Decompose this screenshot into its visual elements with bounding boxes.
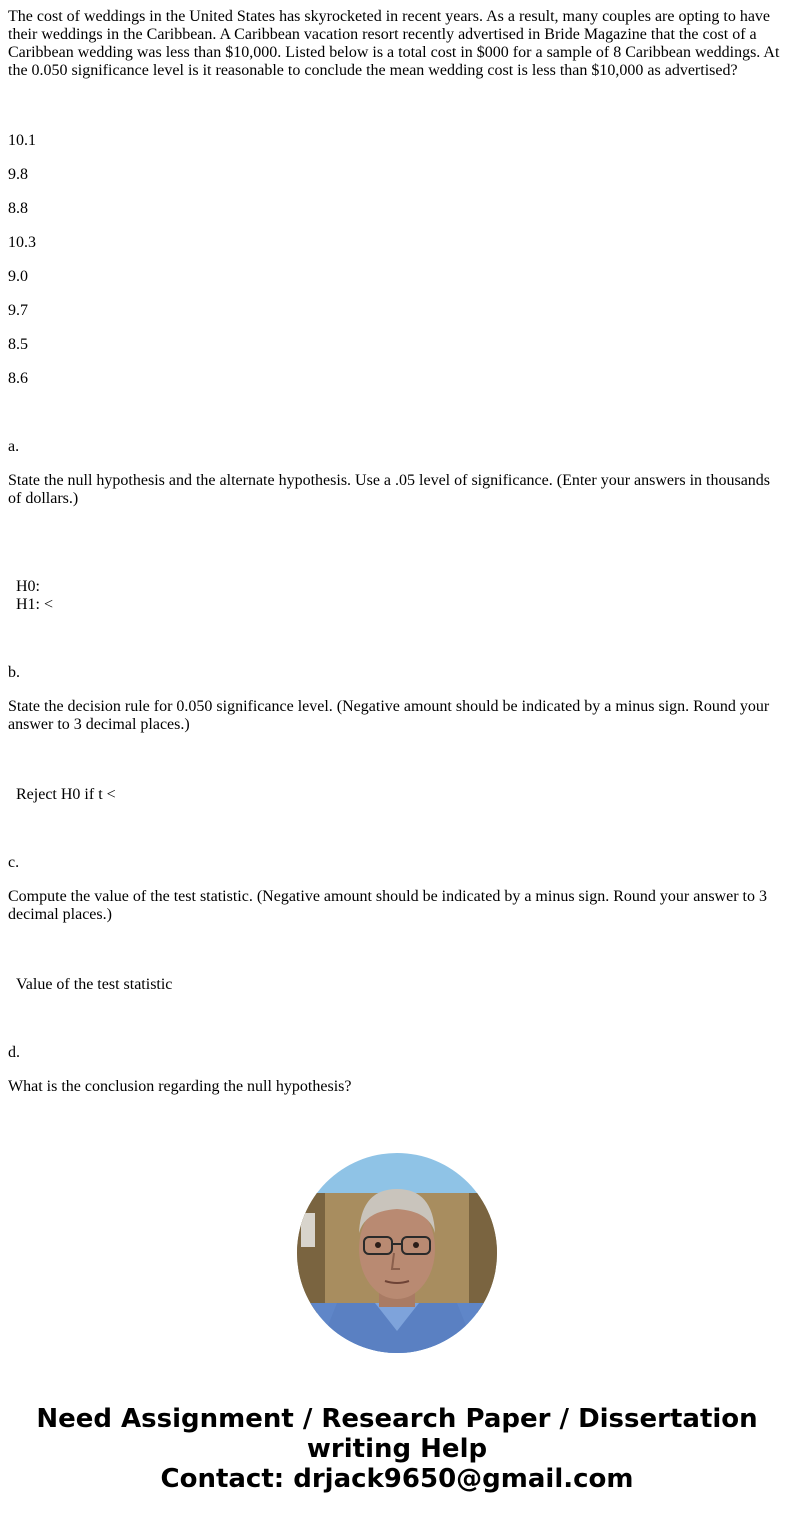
part-c — [8, 854, 784, 994]
hypotheses — [8, 578, 784, 614]
value-item: 8.6 — [8, 370, 28, 387]
value-item: 9.7 — [8, 302, 28, 319]
part-b — [8, 664, 784, 804]
part-b-prompt: State the decision rule for 0.050 significance level. (Negative amount should be indicated by a minus sign. Round your answer to 3 decimal places.) — [8, 698, 770, 733]
alternate-hypothesis: H1: < — [16, 596, 54, 613]
value-item: 10.3 — [8, 234, 36, 251]
part-d-label: d. — [8, 1044, 20, 1061]
value-item: 9.8 — [8, 166, 28, 183]
decision-rule-text: Reject H0 if t < — [16, 786, 116, 803]
part-c-label: c. — [8, 854, 20, 871]
footer-line-2: writing Help — [306, 1434, 488, 1464]
tutor-portrait-icon — [297, 1153, 497, 1353]
part-c-prompt: Compute the value of the test statistic. (Negative amount should be indicated by a minus sign. Round your answer to 3 decimal places.) — [8, 888, 767, 923]
null-hypothesis: H0: — [16, 578, 40, 595]
value-item: 8.8 — [8, 200, 28, 217]
question-intro: The cost of weddings in the United States has skyrocketed in recent years. As a result, many couples are opting to have their weddings in the Caribbean. A Caribbean vacation resort recently advertised in Bride Magazine that the cost of a Caribbean wedding was less than $10,000. Listed below is a total cost in $000 for a sample of 8 Caribbean weddings. At the 0.050 significance level is it reasonable to conclude the mean wedding cost is less than $10,000 as advertised? — [8, 8, 780, 79]
part-d-prompt: What is the conclusion regarding the null hypothesis? — [8, 1078, 352, 1095]
value-item: 9.0 — [8, 268, 28, 285]
footer-contact: Contact: drjack9650@gmail.com — [160, 1464, 634, 1494]
test-statistic-label: Value of the test statistic — [16, 976, 173, 993]
wedding-cost-values — [8, 132, 784, 388]
footer-banner — [0, 1404, 794, 1494]
tutor-photo — [297, 1153, 497, 1353]
part-a-label: a. — [8, 438, 20, 455]
part-d — [8, 1044, 784, 1096]
part-a — [8, 438, 784, 614]
part-a-prompt: State the null hypothesis and the alternate hypothesis. Use a .05 level of significance. (Enter your answers in thousands of dollars.) — [8, 472, 771, 507]
footer-line-1: Need Assignment / Research Paper / Dissertation — [36, 1404, 758, 1434]
part-b-label: b. — [8, 664, 20, 681]
value-item: 8.5 — [8, 336, 28, 353]
question-content — [8, 8, 784, 1096]
value-item: 10.1 — [8, 132, 36, 149]
test-statistic — [8, 976, 784, 994]
decision-rule — [8, 786, 784, 804]
